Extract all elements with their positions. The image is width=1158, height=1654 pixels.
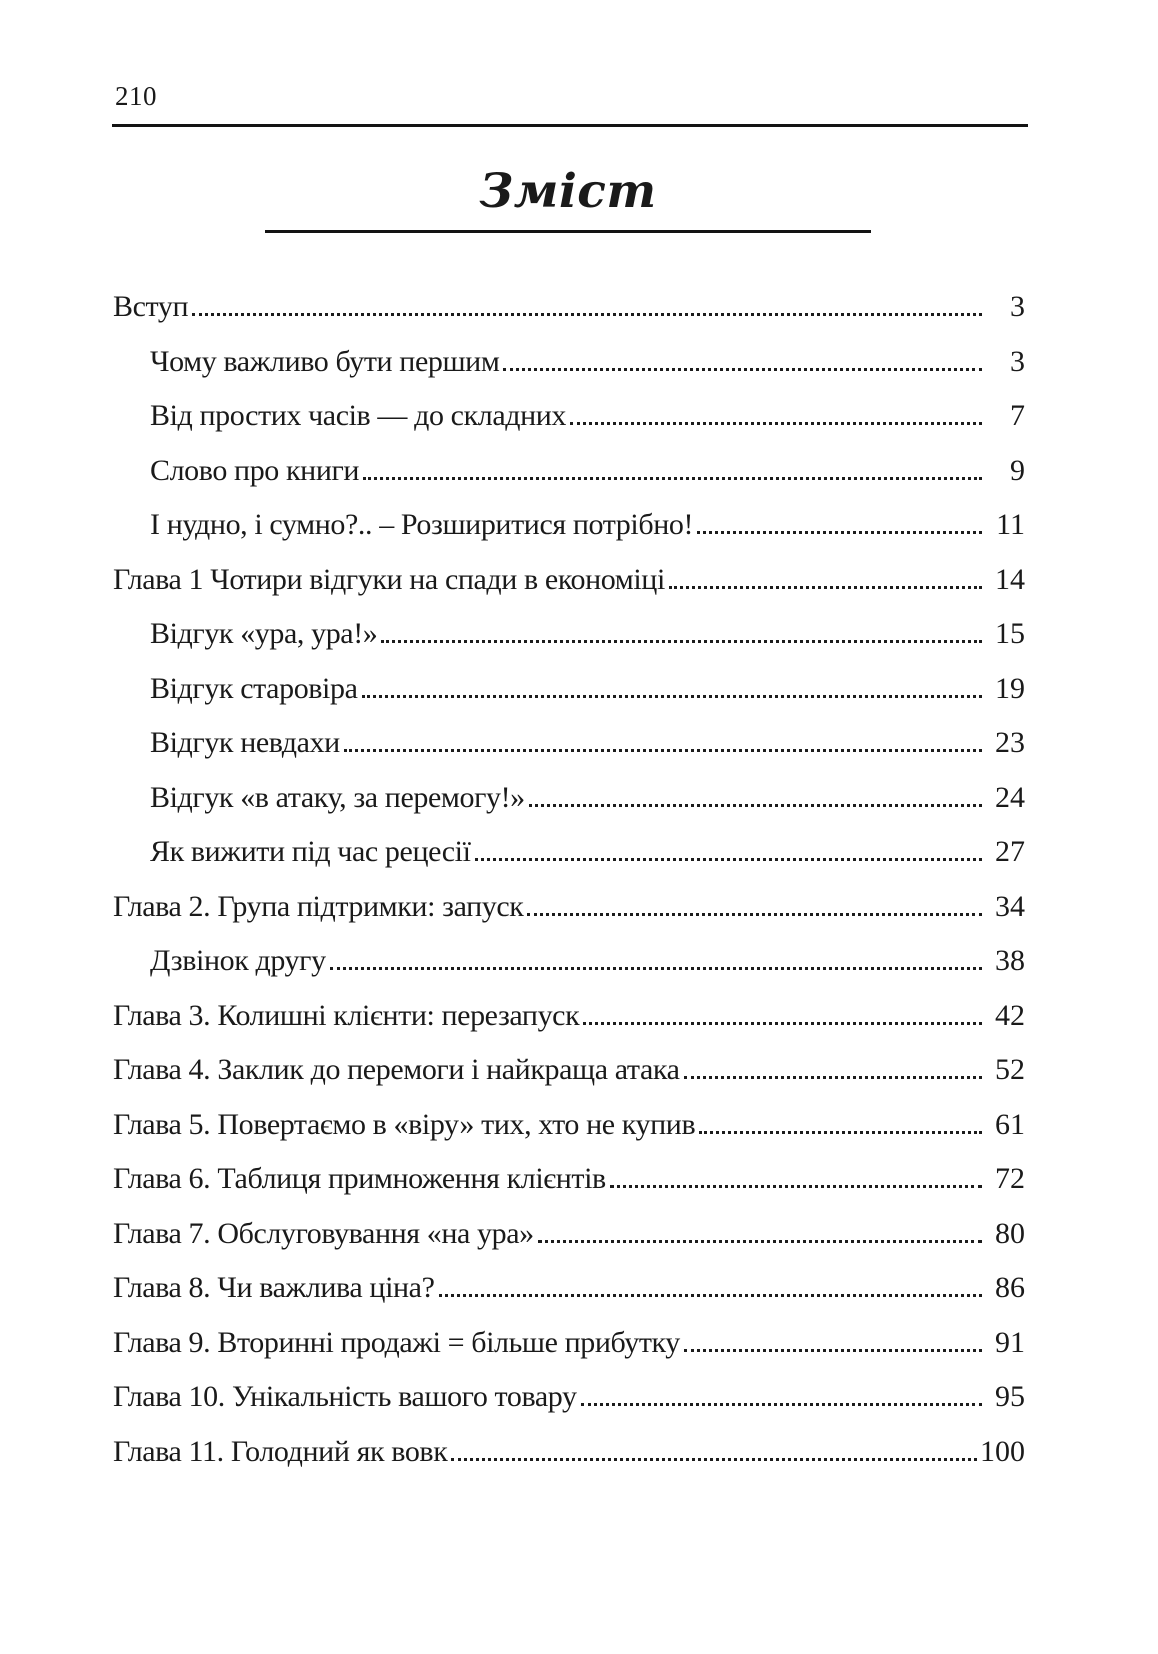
toc-entry-page-number: 42 (995, 998, 1025, 1032)
toc-entry-page-number: 38 (995, 944, 1025, 977)
toc-entry-label: Чому важливо бути першим (150, 344, 500, 378)
page-number: 210 (115, 81, 157, 111)
title-block (112, 166, 1024, 233)
toc-entry (113, 1434, 1025, 1468)
toc-entry-label: Відгук «в атаку, за перемогу!» (150, 780, 525, 814)
dot-leader (583, 1022, 982, 1025)
toc-entry (113, 562, 1025, 596)
toc-entry (113, 510, 1025, 540)
toc-entry (113, 344, 1025, 378)
title-underline (265, 230, 871, 233)
toc-entry-page-number: 27 (995, 835, 1025, 868)
toc-entry-label: Глава 9. Вторинні продажі = більше прибутку (113, 1325, 680, 1359)
dot-leader (684, 1349, 982, 1352)
toc-entry (113, 1216, 1025, 1250)
dot-leader (330, 967, 982, 970)
toc-entry (113, 946, 1025, 976)
toc-entry-page-number: 3 (1010, 344, 1025, 378)
dot-leader (538, 1240, 982, 1243)
toc-entry-page-number: 34 (995, 889, 1025, 923)
toc-entry-label: Глава 11. Голодний як вовк (113, 1434, 448, 1468)
toc-entry (113, 1107, 1025, 1141)
page-title: Зміст (479, 164, 657, 219)
toc-entry-page-number: 11 (996, 508, 1025, 541)
toc-entry-page-number: 100 (980, 1434, 1025, 1468)
toc-entry (113, 889, 1025, 923)
dot-leader (581, 1403, 982, 1406)
dot-leader (381, 640, 982, 643)
dot-leader (362, 695, 982, 698)
dot-leader (192, 313, 982, 316)
toc-entry-page-number: 86 (995, 1271, 1025, 1304)
toc-entry-page-number: 80 (995, 1216, 1025, 1250)
toc-entry-page-number: 52 (995, 1053, 1025, 1086)
dot-leader (610, 1185, 982, 1188)
toc-entry (113, 292, 1025, 322)
toc-entry (113, 1382, 1025, 1412)
toc-entry-label: І нудно, і сумно?.. – Розширитися потрібно! (150, 508, 694, 541)
toc-entry (113, 1273, 1025, 1303)
dot-leader (697, 531, 982, 534)
toc-entry-page-number: 14 (995, 562, 1025, 596)
toc-entry (113, 1164, 1025, 1194)
toc-entry-label: Глава 5. Повертаємо в «віру» тих, хто не купив (113, 1107, 696, 1141)
toc-entry (113, 401, 1025, 431)
toc-entry (113, 619, 1025, 649)
toc-entry (113, 780, 1025, 814)
dot-leader (669, 586, 982, 589)
toc-entry-label: Глава 8. Чи важлива ціна? (113, 1271, 435, 1304)
dot-leader (344, 749, 982, 752)
toc-entry-page-number: 95 (995, 1380, 1025, 1413)
toc-entry (113, 998, 1025, 1032)
header-rule (112, 124, 1028, 127)
toc-entry (113, 453, 1025, 487)
dot-leader (475, 858, 982, 861)
toc-entry-label: Від простих часів — до складних (150, 399, 567, 432)
toc-entry-page-number: 72 (995, 1162, 1025, 1195)
toc-entry-label: Вступ (113, 290, 189, 323)
toc-entry-label: Глава 10. Унікальність вашого товару (113, 1380, 577, 1413)
toc-entry-page-number: 24 (995, 780, 1025, 814)
toc-entry (113, 671, 1025, 705)
toc-entry-label: Дзвінок другу (150, 944, 326, 977)
toc-entry-label: Відгук старовіра (150, 671, 358, 705)
toc-entry-label: Як вижити під час рецесії (150, 835, 471, 868)
toc-entry-page-number: 15 (995, 617, 1025, 650)
toc-entry-label: Відгук невдахи (150, 726, 340, 759)
toc-entry (113, 1055, 1025, 1085)
toc-entry-label: Глава 1 Чотири відгуки на спади в економіці (113, 562, 665, 596)
toc-entry-page-number: 19 (995, 671, 1025, 705)
toc-entry-page-number: 9 (1010, 453, 1025, 487)
toc-entry-page-number: 91 (995, 1325, 1025, 1359)
toc-entry (113, 837, 1025, 867)
table-of-contents (113, 292, 1025, 1491)
toc-entry-label: Глава 3. Колишні клієнти: перезапуск (113, 998, 580, 1032)
dot-leader (451, 1458, 977, 1461)
dot-leader (529, 804, 982, 807)
toc-entry-label: Глава 2. Група підтримки: запуск (113, 889, 524, 923)
toc-entry-page-number: 23 (995, 726, 1025, 759)
toc-entry-page-number: 3 (1010, 290, 1025, 323)
dot-leader (684, 1076, 982, 1079)
dot-leader (439, 1294, 982, 1297)
dot-leader (527, 913, 982, 916)
toc-entry-label: Відгук «ура, ура!» (150, 617, 378, 650)
toc-entry-label: Слово про книги (150, 453, 360, 487)
toc-entry-label: Глава 6. Таблиця примноження клієнтів (113, 1162, 606, 1195)
dot-leader (363, 477, 982, 480)
dot-leader (570, 422, 982, 425)
toc-entry-label: Глава 4. Заклик до перемоги і найкраща атака (113, 1053, 680, 1086)
dot-leader (503, 368, 982, 371)
toc-entry-page-number: 61 (995, 1107, 1025, 1141)
toc-entry-label: Глава 7. Обслуговування «на ура» (113, 1216, 534, 1250)
toc-entry (113, 728, 1025, 758)
dot-leader (699, 1131, 982, 1134)
toc-entry-page-number: 7 (1010, 399, 1025, 432)
toc-entry (113, 1325, 1025, 1359)
